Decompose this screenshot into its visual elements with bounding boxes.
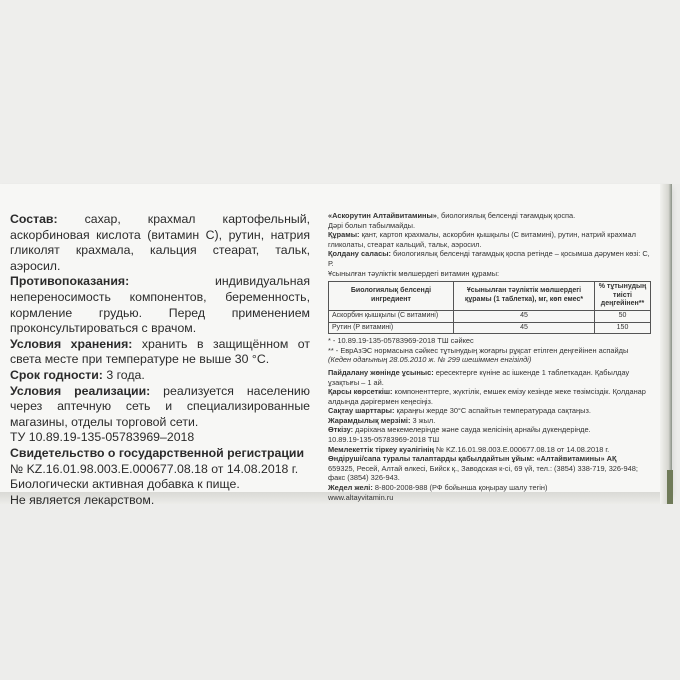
storage-paragraph bbox=[10, 337, 310, 368]
kz-hotline-label: Жедел желі: bbox=[328, 483, 373, 493]
kz-usage bbox=[328, 368, 654, 387]
kz-contra-label: Қарсы көрсеткіш: bbox=[328, 387, 393, 397]
table-cell-percent: 150 bbox=[595, 322, 651, 334]
not-drug-note: Не является лекарством. bbox=[10, 492, 155, 507]
kz-usage-area-label: Қолдану саласы: bbox=[328, 249, 391, 259]
kz-hotline-text: 8-800-2008-988 (РФ бойынша қоңырау шалу тегін) bbox=[374, 483, 548, 493]
composition-text: сахар, крахмал картофельный, аскорбиновая кислота (витамин С), рутин, натрия гликолят крахмала, кальция стеарат, тальк, аэросил. bbox=[10, 212, 310, 273]
certificate-label-text: Свидетельство о государственной регистрации bbox=[10, 445, 305, 460]
certificate-number: № KZ.16.01.98.003.E.000677.08.18 от 14.08.2018 г. bbox=[10, 461, 299, 476]
bio-additive-note: Биологически активная добавка к пище. bbox=[10, 477, 240, 492]
sale-paragraph bbox=[10, 384, 310, 431]
kz-shelf-text: 3 жыл. bbox=[412, 415, 436, 425]
table-row bbox=[329, 310, 651, 322]
storage-label: Условия хранения: bbox=[10, 336, 133, 351]
kz-sale bbox=[328, 425, 654, 435]
kz-shelf-label: Жарамдылық мерзімі: bbox=[328, 415, 411, 425]
kz-registration-text: № KZ.16.01.98.003.E.000677.08.18 от 14.08.2018 г. bbox=[436, 444, 610, 454]
footnote-2: ** - ЕврАзЭС нормасына сәйкес тұтынудың жоғарғы рұқсат етілген деңгейінен аспайды bbox=[328, 345, 629, 355]
table-header-ingredient: Биологиялық белсенді ингредиент bbox=[329, 282, 454, 311]
kz-composition bbox=[328, 230, 654, 249]
kz-registration-label: Мемлекеттік тіркеу куәлігінің bbox=[328, 444, 434, 454]
kz-title-rest: , биологиялық белсенді тағамдық қоспа. bbox=[436, 211, 576, 220]
kz-registration bbox=[328, 445, 654, 455]
table-cell-name: Рутин (Р витамині) bbox=[329, 322, 454, 334]
composition-label: Состав: bbox=[10, 212, 58, 226]
storage-text: хранить в защищённом от света месте при температуре не выше 30 °С. bbox=[10, 336, 310, 367]
sale-text: реализуется населению через аптечную сеть и специализированные магазины, отделы торговой сети. bbox=[10, 383, 310, 429]
kz-sale-text: дәріхана мекемелерінде және сауда желісінің арнайы дүкендерінде. bbox=[355, 425, 591, 435]
kz-contra-text: компоненттерге, жүктілік, емшек емізу кезінде жеке төзімсіздік. Қолданар алдында дәрігермен кеңесіңіз. bbox=[328, 387, 646, 406]
footnote-3: (Кеден одағының 28.05.2010 ж. № 299 шешіммен енгізілді) bbox=[328, 355, 532, 365]
table-header-row bbox=[329, 282, 651, 311]
table-header-percent: % тұтынудың тиісті деңгейінен** bbox=[595, 282, 651, 311]
kz-manufacturer-address: 659325, Ресей, Алтай өлкесі, Бийск қ., Заводская к-сі, 69 үй, тел.: (3854) 338-719, 326-948; факс (3854) 326-943. bbox=[328, 463, 638, 483]
shelf-life-paragraph bbox=[10, 368, 310, 384]
kz-manufacturer-name: «Алтайвитамины» АҚ bbox=[536, 454, 617, 464]
kz-title-line bbox=[328, 211, 654, 221]
table-cell-percent: 50 bbox=[595, 310, 651, 322]
kz-composition-label: Құрамы: bbox=[328, 230, 360, 240]
certificate-label bbox=[10, 446, 310, 462]
package-edge-accent bbox=[667, 470, 673, 504]
table-cell-amount: 45 bbox=[454, 322, 595, 334]
tu-line: ТУ 10.89.19-135-05783969–2018 bbox=[10, 430, 195, 445]
contraindications-text: индивидуальная непереносимость компонентов, беременность, кормление грудью. Перед применением проконсультироваться с врачом. bbox=[10, 274, 310, 336]
table-cell-amount: 45 bbox=[454, 310, 595, 322]
kz-contra bbox=[328, 387, 654, 406]
kz-website: www.altayvitamin.ru bbox=[328, 492, 394, 502]
sale-label: Условия реализации: bbox=[10, 383, 151, 398]
ingredient-table bbox=[328, 281, 651, 334]
kz-storage-label: Сақтау шарттары: bbox=[328, 406, 395, 416]
russian-label-text bbox=[10, 212, 310, 508]
kz-hotline bbox=[328, 483, 654, 493]
composition-paragraph bbox=[10, 212, 310, 274]
footnote-1: * - 10.89.19-135-05783969-2018 ТШ сәйкес bbox=[328, 336, 474, 346]
kazakh-label-text bbox=[328, 211, 654, 502]
table-cell-name: Аскорбин қышқылы (С витамині) bbox=[329, 310, 454, 322]
kz-composition-text: қант, картоп крахмалы, аскорбин қышқылы (С витамині), рутин, натрий крахмал гликолаты, стеарат кальций, тальк, аэросил. bbox=[328, 230, 636, 249]
kz-sale-label: Өткізу: bbox=[328, 425, 354, 435]
table-header-amount: Ұсынылған тәуліктік мөлшердегі құрамы (1 таблетка), мг, көп емес* bbox=[454, 282, 595, 311]
kz-storage-text: қараңғы жерде 30°С аспайтын температурада сақтаңыз. bbox=[396, 406, 591, 416]
kz-tu: 10.89.19-135-05783969-2018 ТШ bbox=[328, 435, 440, 445]
kz-usage-text: ересектерге күніне ас ішкенде 1 таблеткадан. Қабылдау ұзақтығы – 1 ай. bbox=[328, 367, 630, 387]
contraindications-paragraph bbox=[10, 274, 310, 336]
kz-storage bbox=[328, 406, 654, 416]
shelf-life-text: 3 года. bbox=[106, 367, 145, 382]
kz-manufacturer bbox=[328, 454, 654, 464]
kz-usage-area-text: биологиялық белсенді тағамдық қоспа ретінде – қосымша дәрумен көзі: С, Р. bbox=[328, 249, 650, 268]
kz-manufacturer-label: Өндіруші/сапа туралы талаптарды қабылдайтын ұйым: bbox=[328, 454, 535, 464]
kz-product-name: «Аскорутин Алтайвитамины» bbox=[328, 211, 437, 220]
kz-usage-area bbox=[328, 249, 654, 268]
kz-shelf bbox=[328, 416, 654, 426]
package-edge bbox=[660, 184, 672, 504]
shelf-life-label: Срок годности: bbox=[10, 367, 103, 382]
kz-not-drug: Дәрі болып табылмайды. bbox=[328, 220, 416, 230]
table-row bbox=[329, 322, 651, 334]
background-top bbox=[0, 0, 680, 184]
kz-usage-label: Пайдалану жөнінде ұсыныс: bbox=[328, 367, 434, 377]
contraindications-label: Противопоказания: bbox=[10, 274, 130, 289]
kz-daily-intro: Ұсынылған тәуліктік мөлшердегі витамин құрамы: bbox=[328, 268, 500, 278]
background-bottom bbox=[0, 504, 680, 680]
